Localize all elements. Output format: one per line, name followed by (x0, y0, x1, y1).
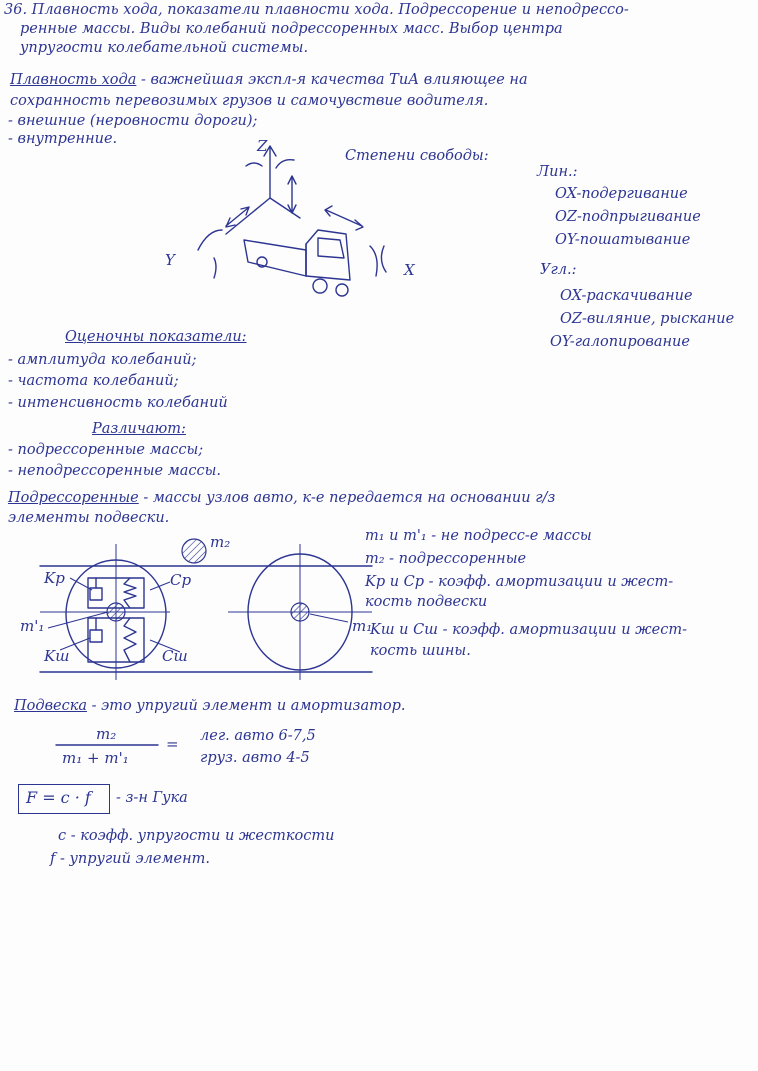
dof-title: Степени свободы: (345, 148, 489, 164)
indicator-intensity: - интенсивность колебаний (8, 395, 228, 411)
axis-y-label: Y (165, 251, 175, 269)
dof-linear-oy: OY-пошатывание (555, 232, 691, 248)
ratio-denominator: m₁ + m'₁ (62, 749, 129, 767)
ratio-passenger: лег. авто 6-7,5 (200, 728, 316, 744)
label-kp: Kр (44, 569, 65, 587)
indicators-title: Оценочны показатели: (65, 329, 247, 345)
axis-z-label: Z (257, 137, 268, 155)
truck-sketch (244, 230, 350, 296)
legend-line-1: m₁ и m'₁ - не подресс-е массы (365, 528, 592, 544)
distinguish-sprung: - подрессоренные массы; (8, 442, 204, 458)
suspension-diagram (40, 539, 372, 680)
dof-linear-ox: OX-подергивание (555, 186, 688, 202)
legend-line-3: Kр и Cр - коэфф. амортизации и жест- (365, 574, 674, 590)
header-line-1: 36. Плавность хода, показатели плавности хода. Подрессорение и неподрессо- (4, 2, 629, 18)
sprung-line-1-rest: - массы узлов авто, к-е передается на основании г/з (138, 490, 556, 506)
ratio-equals: = (166, 735, 179, 753)
legend-line-2: m₂ - подрессоренные (365, 551, 527, 567)
hooke-law: - з-н Гука (116, 790, 188, 806)
suspension-definition (14, 698, 406, 715)
distinguish-unsprung: - неподрессоренные массы. (8, 463, 222, 479)
header-line-2: ренные массы. Виды колебаний подрессоренных масс. Выбор центра (20, 21, 563, 37)
intro-bullet-internal: - внутренние. (8, 131, 118, 147)
header-line-3: упругости колебательной системы. (20, 40, 309, 56)
indicator-amplitude: - амплитуда колебаний; (8, 352, 197, 368)
dof-angular-oz: OZ-виляние, рыскание (560, 311, 735, 327)
sprung-term: Подрессоренные (8, 490, 139, 506)
legend-line-5: Kш и Cш - коэфф. амортизации и жест- (370, 622, 688, 638)
ratio-numerator: m₂ (96, 725, 117, 743)
dof-angular-ox: OX-раскачивание (560, 288, 693, 304)
label-m1: m₁ (352, 617, 373, 635)
hooke-c-definition: c - коэфф. упругости и жесткости (58, 828, 335, 844)
hooke-f-definition: f - упругий элемент. (50, 851, 210, 867)
label-cp: Cр (170, 571, 192, 589)
intro-bullet-external: - внешние (неровности дороги); (8, 113, 258, 129)
intro-line-1-rest: - важнейшая экспл-я качества ТиА влияющее на (136, 72, 528, 88)
label-m2: m₂ (210, 533, 231, 551)
suspension-rest: - это упругий элемент и амортизатор. (87, 698, 406, 714)
intro-term: Плавность хода (10, 72, 137, 88)
sprung-line-1 (8, 490, 555, 507)
label-m1-prime: m'₁ (20, 617, 45, 635)
legend-line-4: кость подвески (365, 594, 488, 610)
indicator-frequency: - частота колебаний; (8, 373, 179, 389)
dof-angular-oy: OY-галопирование (550, 334, 690, 350)
intro-line-2: сохранность перевозимых грузов и самочувствие водителя. (10, 93, 489, 109)
axis-x-label: X (404, 261, 415, 279)
label-ksh: Kш (44, 647, 70, 665)
hooke-formula: F = c · f (26, 788, 91, 807)
label-csh: Cш (162, 647, 188, 665)
legend-line-6: кость шины. (370, 643, 471, 659)
distinguish-title: Различают: (92, 421, 186, 437)
sprung-line-2: элементы подвески. (8, 510, 170, 526)
dof-linear-label: Лин.: (537, 164, 578, 180)
ratio-truck: груз. авто 4-5 (200, 750, 310, 766)
axes-sketch (198, 146, 386, 278)
suspension-term: Подвеска (14, 698, 88, 714)
dof-angular-label: Угл.: (540, 262, 577, 278)
dof-linear-oz: OZ-подпрыгивание (555, 209, 701, 225)
